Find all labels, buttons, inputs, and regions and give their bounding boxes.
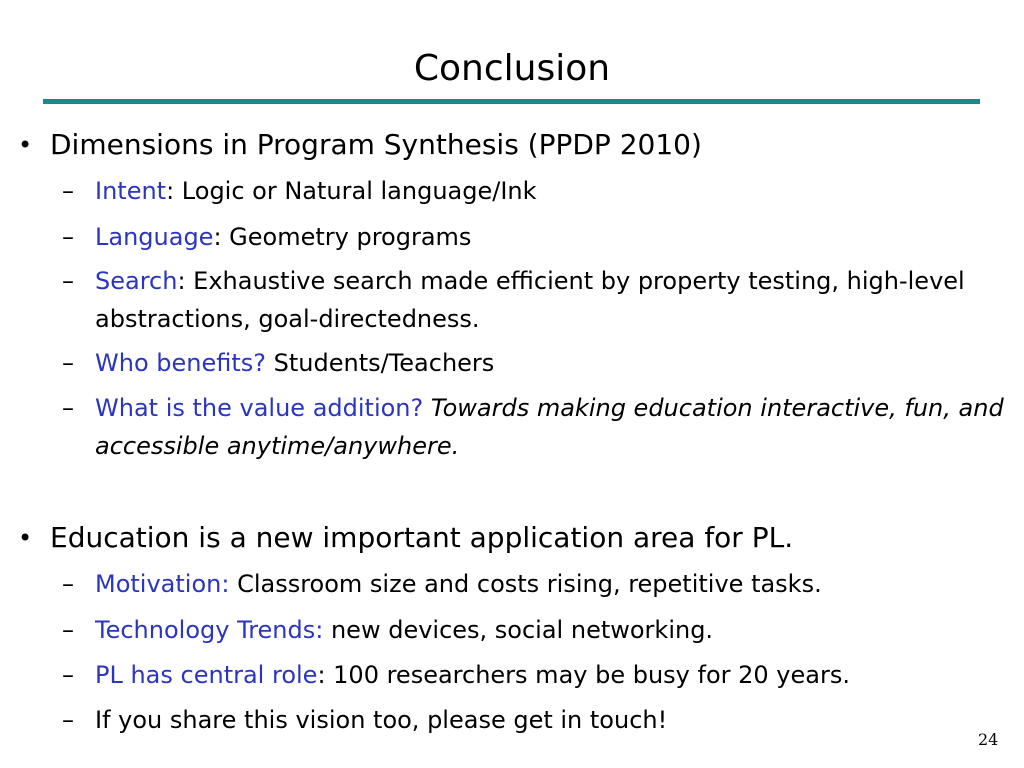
sub-bullet-body	[95, 565, 1020, 603]
sub-bullet-body	[95, 656, 1020, 694]
sub-bullet-body	[95, 218, 1020, 256]
slide-title: Conclusion	[413, 48, 611, 89]
detail: Classroom size and costs rising, repetitive tasks.	[229, 570, 822, 598]
detail: : Geometry programs	[213, 223, 472, 251]
bullet-dot: •	[18, 524, 33, 552]
dash: –	[62, 616, 74, 644]
bullet-text: Education is a new important application area for PL.	[50, 521, 794, 554]
sub-bullet-body	[95, 344, 1020, 382]
bullet-dot: •	[18, 131, 33, 159]
dash: –	[62, 570, 74, 598]
keyword: Technology Trends:	[95, 616, 324, 644]
detail: : Logic or Natural language/Ink	[166, 177, 537, 205]
dash: –	[62, 267, 74, 295]
dash: –	[62, 177, 74, 205]
detail: : Exhaustive search made efficient by property testing, high-level abstractions, goal-directedness.	[95, 267, 965, 333]
sub-bullet-body: If you share this vision too, please get in touch!	[95, 706, 668, 734]
keyword: Language	[95, 223, 214, 251]
keyword: Intent	[95, 177, 167, 205]
keyword: What is the value addition?	[95, 394, 424, 422]
sub-bullet-body	[95, 172, 1020, 210]
detail: : 100 researchers may be busy for 20 years.	[317, 661, 850, 689]
title-divider	[43, 99, 980, 104]
dash: –	[62, 394, 74, 422]
page-number: 24	[978, 730, 999, 749]
detail: new devices, social networking.	[323, 616, 714, 644]
detail-italic: Towards making education interactive, fun, and accessible anytime/anywhere.	[95, 394, 1004, 460]
dash: –	[62, 349, 74, 377]
sub-bullet-body	[95, 262, 1020, 338]
sub-bullet-body	[95, 611, 1020, 649]
dash: –	[62, 706, 74, 734]
sub-bullet-body	[95, 389, 1020, 465]
dash: –	[62, 223, 74, 251]
bullet-text: Dimensions in Program Synthesis (PPDP 2010)	[50, 128, 702, 161]
keyword: PL has central role	[95, 661, 318, 689]
keyword: Search	[95, 267, 178, 295]
detail: Students/Teachers	[266, 349, 495, 377]
keyword: Motivation:	[95, 570, 230, 598]
keyword: Who benefits?	[95, 349, 266, 377]
dash: –	[62, 661, 74, 689]
